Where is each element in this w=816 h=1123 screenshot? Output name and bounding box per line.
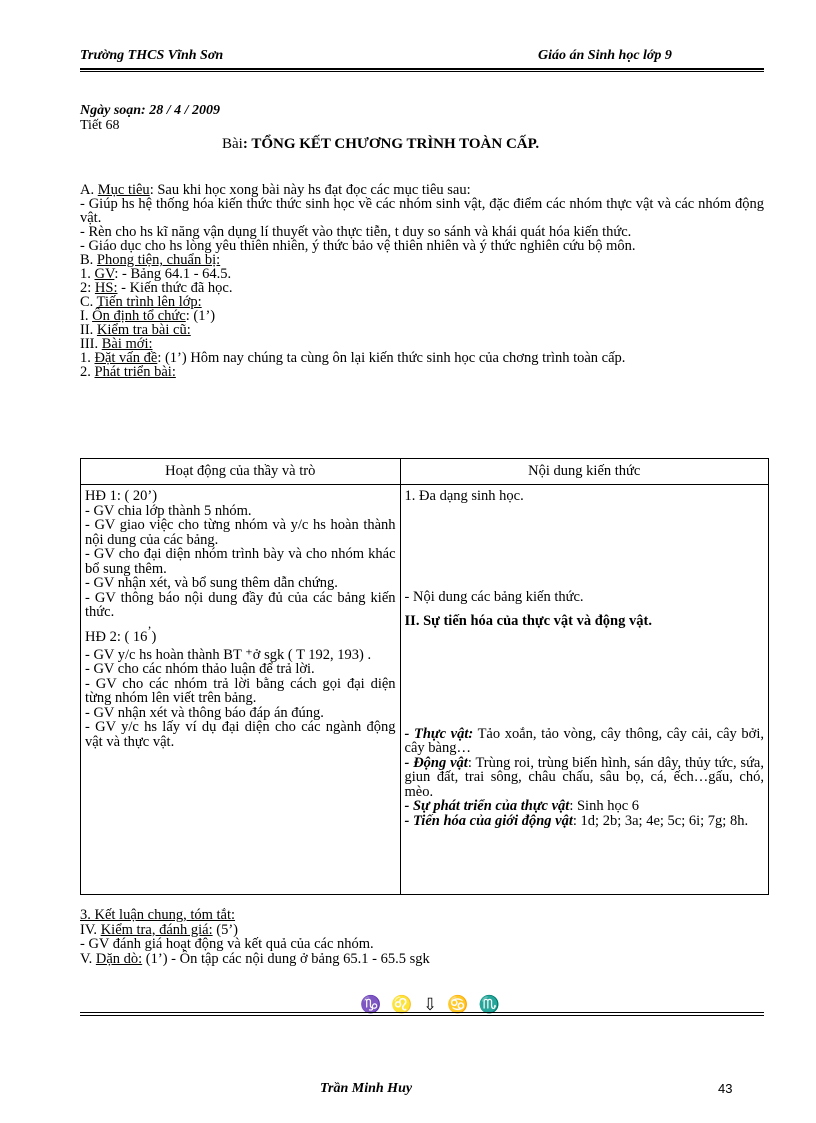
content-evolution: II. Sự tiến hóa của thực vật và động vật. — [404, 613, 652, 629]
activity-item: - GV nhận xét và thông báo đáp án đúng. — [85, 704, 324, 721]
objectives-heading: A. Mục tiêu: Sau khi học xong bài này hs đạt đọc các mục tiêu sau: — [80, 182, 471, 198]
lesson-meta — [80, 103, 220, 133]
page-number: 43 — [718, 1081, 733, 1096]
title-prefix: Bài — [222, 136, 243, 152]
activity-item: - GV cho các nhóm thảo luận để trả lời. — [85, 661, 315, 678]
teacher-activities — [81, 485, 401, 895]
school-name: Trường THCS Vĩnh Sơn — [80, 48, 224, 63]
lesson-body — [80, 183, 764, 379]
process-step-ii: II. Kiểm tra bài cũ: — [80, 322, 191, 338]
activity-item: - GV giao việc cho từng nhóm và y/c hs hoàn thành nội dung của các bảng. — [85, 517, 396, 548]
materials-gv: 1. GV: - Bảng 64.1 - 64.5. — [80, 266, 232, 282]
objective-item: - Giáo dục cho hs lòng yêu thiên nhiên, ý thức bảo vệ thiên nhiên và ý thức nghiên cứu bộ môn. — [80, 238, 636, 254]
activity-item: - GV cho đại diện nhóm trình bày và cho nhóm khác bổ sung thêm. — [85, 546, 396, 577]
content-animal-evolution: - Tiến hóa của giới động vật: 1d; 2b; 3a; 4e; 5c; 6i; 7g; 8h. — [404, 812, 749, 829]
materials-hs: 2: HS: - Kiến thức đã học. — [80, 280, 233, 296]
content-tables: - Nội dung các bảng kiến thức. — [404, 588, 584, 605]
materials-heading: B. Phong tiện, chuẩn bị: — [80, 252, 221, 268]
process-heading: C. Tiến trình lên lớp: — [80, 294, 202, 310]
knowledge-content — [400, 485, 768, 895]
content-diversity: 1. Đa dạng sinh học. — [404, 488, 524, 504]
activity-item: - GV y/c hs hoàn thành BT ⁺ở sgk ( T 192, 193) . — [85, 646, 372, 663]
activity-item: - GV thông báo nội dung đầy đủ của các bảng kiến thức. — [85, 589, 396, 620]
conclusion-heading: 3. Kết luận chung, tóm tắt: — [80, 907, 236, 923]
subject-name: Giáo án Sinh học lớp 9 — [538, 48, 672, 63]
activity-item: - GV nhận xét, và bổ sung thêm dẫn chứng. — [85, 575, 338, 591]
ornament-symbols: ♑ ♌ ⇩ ♋ ♏ — [360, 995, 503, 1014]
activity-item: - GV cho các nhóm trả lời bằng cách gọi đại diện từng nhóm lên viết trên bảng. — [85, 675, 396, 707]
footer-divider — [80, 1012, 764, 1016]
table-row — [81, 485, 769, 895]
author-name: Trần Minh Huy — [320, 1081, 413, 1096]
objective-item: - Giúp hs hệ thống hóa kiến thức thức sinh học về các nhóm sinh vật, đặc điểm các nhóm thực vật và các nhóm động vật. — [80, 196, 764, 226]
header-divider — [80, 68, 764, 72]
process-step-2: 2. Phát triển bài: — [80, 364, 176, 380]
homework: V. Dặn dò: (1’) - Ôn tập các nội dung ở bảng 65.1 - 65.5 sgk — [80, 950, 430, 967]
table-header-teacher: Hoạt động của thầy và trò — [81, 459, 401, 485]
content-animals: - Động vật: Trùng roi, trùng biến hình, sán dây, thủy tức, sứa, giun đất, trai sông, châu chấu, sâu bọ, cá, ếch…gấu, chó, mèo. — [404, 754, 764, 800]
hd1-title: HĐ 1: ( 20’) — [85, 488, 158, 504]
activity-item: - GV chia lớp thành 5 nhóm. — [85, 502, 252, 519]
page-header — [80, 48, 764, 68]
process-step-i: I. Ổn định tổ chức: (1’) — [80, 308, 216, 324]
process-step-iii: III. Bài mới: — [80, 336, 153, 352]
assessment-item: - GV đánh giá hoạt động và kết quả của các nhóm. — [80, 936, 374, 952]
lesson-title — [222, 136, 539, 153]
content-plants: - Thực vật: Tảo xoắn, tảo vòng, cây thông, cây cải, cây bởi, cây bàng… — [404, 725, 764, 756]
table-header-row — [81, 459, 769, 485]
assessment-heading: IV. Kiểm tra, đánh giá: (5’) — [80, 921, 238, 938]
content-plant-development: - Sự phát triển của thực vật: Sinh học 6 — [404, 798, 640, 814]
title-text: : TỔNG KẾT CHƯƠNG TRÌNH TOÀN CẤP. — [242, 136, 540, 152]
lesson-conclusion — [80, 908, 764, 966]
activity-table — [80, 458, 769, 895]
activity-item: - GV y/c hs lấy ví dụ đại diện cho các ngành động vật và thực vật. — [85, 719, 396, 750]
objective-item: - Rèn cho hs kĩ năng vận dụng lí thuyết vào thực tiễn, t duy so sánh và khái quát hóa kiến thức. — [80, 224, 632, 240]
period-label: Tiết 68 — [80, 118, 120, 133]
table-header-content: Nội dung kiến thức — [400, 459, 768, 485]
prep-date: Ngày soạn: 28 / 4 / 2009 — [80, 103, 220, 118]
hd2-title: HĐ 2: ( 16’) — [85, 623, 157, 645]
process-step-1: 1. Đặt vấn đề: (1’) Hôm nay chúng ta cùng ôn lại kiến thức sinh học của chơng trình toàn cấp. — [80, 350, 626, 366]
